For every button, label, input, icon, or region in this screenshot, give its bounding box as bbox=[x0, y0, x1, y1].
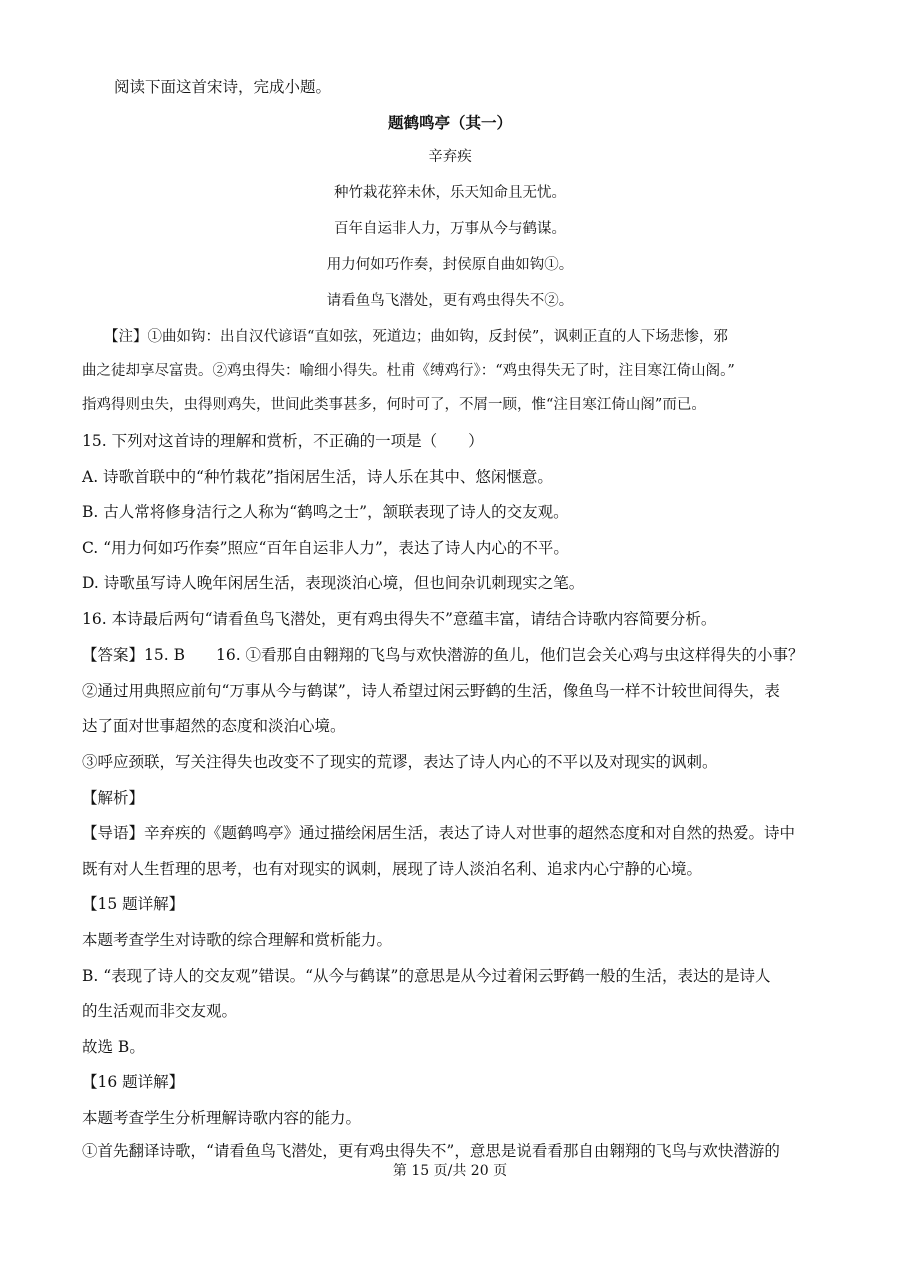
q15-detail-heading: 【15 题详解】 bbox=[82, 895, 185, 913]
guide-text: 【导语】辛弃疾的《题鹤鸣亭》通过描绘闲居生活，表达了诗人对世事的超然态度和对自然的热爱。诗中 bbox=[82, 824, 796, 842]
note-text: 指鸡得则虫失，虫得则鸡失，世间此类事甚多，何时可了，不屑一顾，惟“注目寒江倚山阁”而已。 bbox=[82, 397, 706, 413]
answer-line: ②通过用典照应前句“万事从今与鹤谋”，诗人希望过闲云野鹤的生活，像鱼鸟一样不计较世间得失，表 bbox=[82, 682, 780, 700]
poem-author: 辛弃疾 bbox=[428, 149, 472, 165]
poem-line: 百年自运非人力，万事从今与鹤谋。 bbox=[334, 221, 566, 237]
question-15-option-c: C. “用力何如巧作奏”照应“百年自运非人力”，表达了诗人内心的不平。 bbox=[82, 539, 569, 557]
poem-line: 请看鱼鸟飞潜处，更有鸡虫得失不②。 bbox=[326, 293, 574, 309]
q15-detail-text: 本题考查学生对诗歌的综合理解和赏析能力。 bbox=[82, 931, 393, 949]
poem-title: 题鹤鸣亭（其一） bbox=[387, 113, 512, 132]
analysis-heading: 【解析】 bbox=[82, 789, 145, 807]
poem-line: 种竹栽花猝未休，乐天知命且无忧。 bbox=[334, 185, 566, 201]
intro-text: 阅读下面这首宋诗，完成小题。 bbox=[114, 78, 332, 96]
answer-line: 达了面对世事超然的态度和淡泊心境。 bbox=[82, 717, 346, 735]
q16-detail-text: 本题考查学生分析理解诗歌内容的能力。 bbox=[82, 1109, 362, 1127]
page-number: 第 15 页/共 20 页 bbox=[392, 1163, 508, 1179]
question-16-stem: 16. 本诗最后两句“请看鱼鸟飞潜处，更有鸡虫得失不”意蕴丰富，请结合诗歌内容简要分析。 bbox=[82, 610, 717, 628]
question-15-option-b: B. 古人常将修身洁行之人称为“鹤鸣之士”，颔联表现了诗人的交友观。 bbox=[82, 503, 569, 521]
q15-detail-text: B. “表现了诗人的交友观”错误。“从今与鹤谋”的意思是从今过着闲云野鹤一般的生活，表达的是诗人 bbox=[82, 967, 771, 985]
q16-detail-heading: 【16 题详解】 bbox=[82, 1073, 185, 1091]
poem-line: 用力何如巧作奏，封侯原自曲如钩①。 bbox=[326, 257, 574, 273]
question-15-option-d: D. 诗歌虽写诗人晚年闲居生活，表现淡泊心境，但也间杂讥刺现实之笔。 bbox=[82, 574, 585, 592]
question-15-option-a: A. 诗歌首联中的“种竹栽花”指闲居生活，诗人乐在其中、悠闲惬意。 bbox=[82, 468, 553, 486]
guide-text: 既有对人生哲理的思考，也有对现实的讽刺，展现了诗人淡泊名利、追求内心宁静的心境。 bbox=[82, 860, 703, 878]
note-text: 曲之徒却享尽富贵。②鸡虫得失：喻细小得失。杜甫《缚鸡行》：“鸡虫得失无了时，注目寒江倚山阁。” bbox=[82, 363, 735, 379]
answer-line: ③呼应颈联，写关注得失也改变不了现实的荒谬，表达了诗人内心的不平以及对现实的讽刺。 bbox=[82, 753, 718, 771]
question-15-stem: 15. 下列对这首诗的理解和赏析，不正确的一项是（ ） bbox=[82, 432, 484, 450]
note-text: 【注】①曲如钩：出自汉代谚语“直如弦，死道边；曲如钩，反封侯”，讽刺正直的人下场悲惨，邪 bbox=[104, 329, 728, 345]
q16-detail-text: ①首先翻译诗歌，“请看鱼鸟飞潜处，更有鸡虫得失不”，意思是说看看那自由翱翔的飞鸟与欢快潜游的 bbox=[82, 1142, 780, 1160]
answer-line: 【答案】15. B 16. ①看那自由翱翔的飞鸟与欢快潜游的鱼儿，他们岂会关心鸡与虫这样得失的小事？ bbox=[82, 646, 804, 664]
q15-detail-text: 的生活观而非交友观。 bbox=[82, 1002, 238, 1020]
q15-detail-text: 故选 B。 bbox=[82, 1038, 145, 1056]
